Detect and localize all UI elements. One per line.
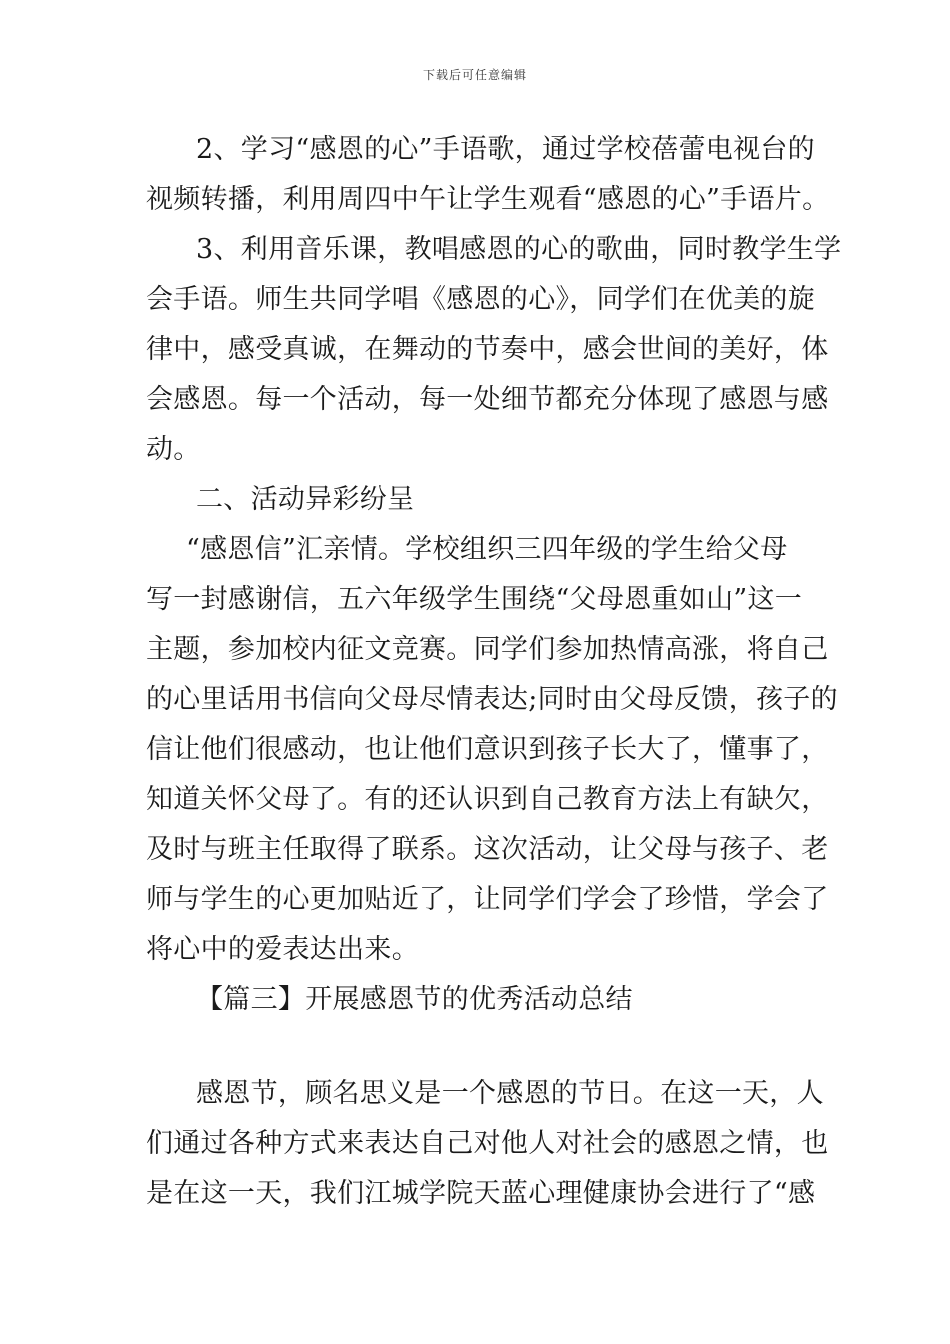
paragraph-line: 知道关怀父母了。有的还认识到自己教育方法上有缺欠， xyxy=(146,784,829,815)
paragraph-line: 将心中的爱表达出来。 xyxy=(146,934,419,965)
paragraph-line: 律中，感受真诚，在舞动的节奏中，感会世间的美好，体 xyxy=(146,334,829,365)
paragraph-line: 主题，参加校内征文竞赛。同学们参加热情高涨，将自己 xyxy=(146,634,829,665)
paragraph-line: 动。 xyxy=(146,434,201,465)
paragraph-line: 3、利用音乐课，教唱感恩的心的歌曲，同时教学生学 xyxy=(196,234,842,265)
paragraph-line: 视频转播，利用周四中午让学生观看“感恩的心”手语片。 xyxy=(146,184,830,215)
paragraph-line: 的心里话用书信向父母尽情表达;同时由父母反馈，孩子的 xyxy=(146,684,838,715)
paragraph-line: 会感恩。每一个活动，每一处细节都充分体现了感恩与感 xyxy=(146,384,829,415)
paragraph-line: 感恩节，顾名思义是一个感恩的节日。在这一天，人 xyxy=(196,1078,824,1109)
paragraph-line: 们通过各种方式来表达自己对他人对社会的感恩之情，也 xyxy=(146,1128,829,1159)
section-title: 【篇三】开展感恩节的优秀活动总结 xyxy=(196,984,633,1015)
paragraph-line: 师与学生的心更加贴近了，让同学们学会了珍惜，学会了 xyxy=(146,884,829,915)
paragraph-line: 是在这一天，我们江城学院天蓝心理健康协会进行了“感 xyxy=(146,1178,816,1209)
section-heading: 二、活动异彩纷呈 xyxy=(196,484,415,515)
paragraph-line: 会手语。师生共同学唱《感恩的心》，同学们在优美的旋 xyxy=(146,284,815,315)
paragraph-line: 2、学习“感恩的心”手语歌，通过学校蓓蕾电视台的 xyxy=(196,134,815,165)
paragraph-line: 及时与班主任取得了联系。这次活动，让父母与孩子、老 xyxy=(146,834,829,865)
paragraph-line: 信让他们很感动，也让他们意识到孩子长大了，懂事了， xyxy=(146,734,829,765)
paragraph-line: “感恩信”汇亲情。学校组织三四年级的学生给父母 xyxy=(186,534,788,565)
paragraph-line: 写一封感谢信，五六年级学生围绕“父母恩重如山”这一 xyxy=(146,584,803,615)
page-header: 下载后可任意编辑 xyxy=(422,68,527,82)
